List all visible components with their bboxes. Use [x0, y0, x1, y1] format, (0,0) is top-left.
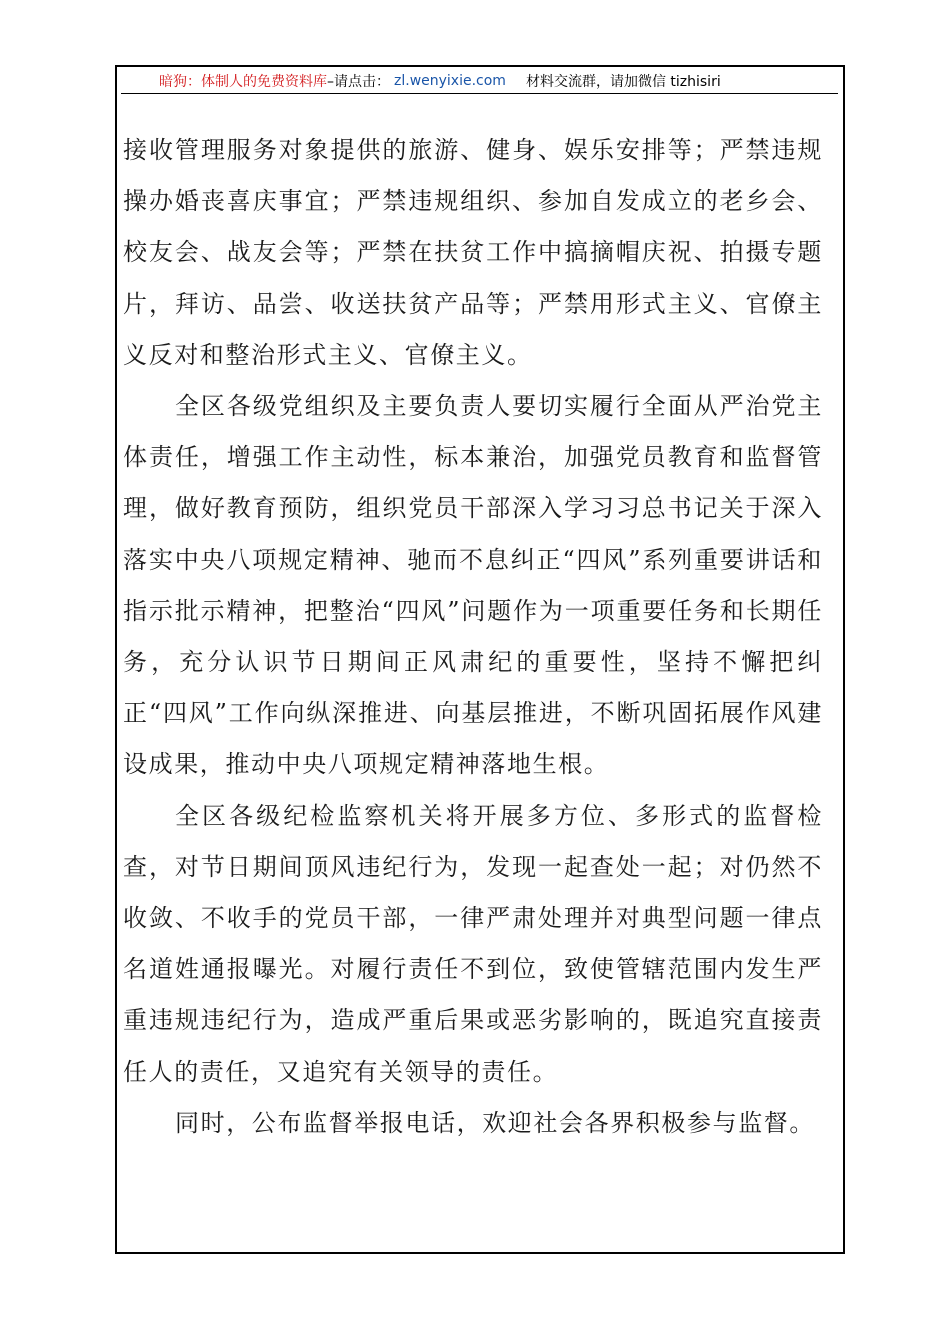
document-body — [123, 125, 823, 1149]
header-brand: 暗狗：体制人的免费资料库 — [159, 73, 327, 90]
header-prompt: –请点击： — [327, 73, 390, 90]
header-link[interactable]: zl.wenyixie.com — [394, 72, 506, 89]
paragraph-hotline: 同时，公布监督举报电话，欢迎社会各界积极参与监督。 — [175, 1108, 815, 1137]
page-header — [121, 68, 838, 94]
paragraph-party-responsibility: 全区各级党组织及主要负责人要切实履行全面从严治党主体责任，增强工作主动性，标本兼治，加强党员教育和监督管理，做好教育预防，组织党员干部深入学习习总书记关于深入落实中央八项规定精神、驰而不息纠正“四风”系列重要讲话和指示批示精神，把整治“四风”问题作为一项重要任务和长期任务，充分认识节日期间正风肃纪的重要性，坚持不懈把纠正“四风”工作向纵深推进、向基层推进，不断巩固拓展作风建设成果，推动中央八项规定精神落地生根。 — [123, 392, 823, 779]
paragraph-continued: 接收管理服务对象提供的旅游、健身、娱乐安排等；严禁违规操办婚丧喜庆事宜；严禁违规组织、参加自发成立的老乡会、校友会、战友会等；严禁在扶贫工作中搞摘帽庆祝、拍摄专题片，拜访、品尝、收送扶贫产品等；严禁用形式主义、官僚主义反对和整治形式主义、官僚主义。 — [123, 136, 823, 369]
paragraph-supervision: 全区各级纪检监察机关将开展多方位、多形式的监督检查，对节日期间顶风违纪行为，发现一起查处一起；对仍然不收敛、不收手的党员干部，一律严肃处理并对典型问题一律点名道姓通报曝光。对履行责任不到位，致使管辖范围内发生严重违规违纪行为，造成严重后果或恶劣影响的，既追究直接责任人的责任，又追究有关领导的责任。 — [123, 801, 823, 1086]
header-group-note: 材料交流群，请加微信 tizhisiri — [525, 73, 721, 90]
